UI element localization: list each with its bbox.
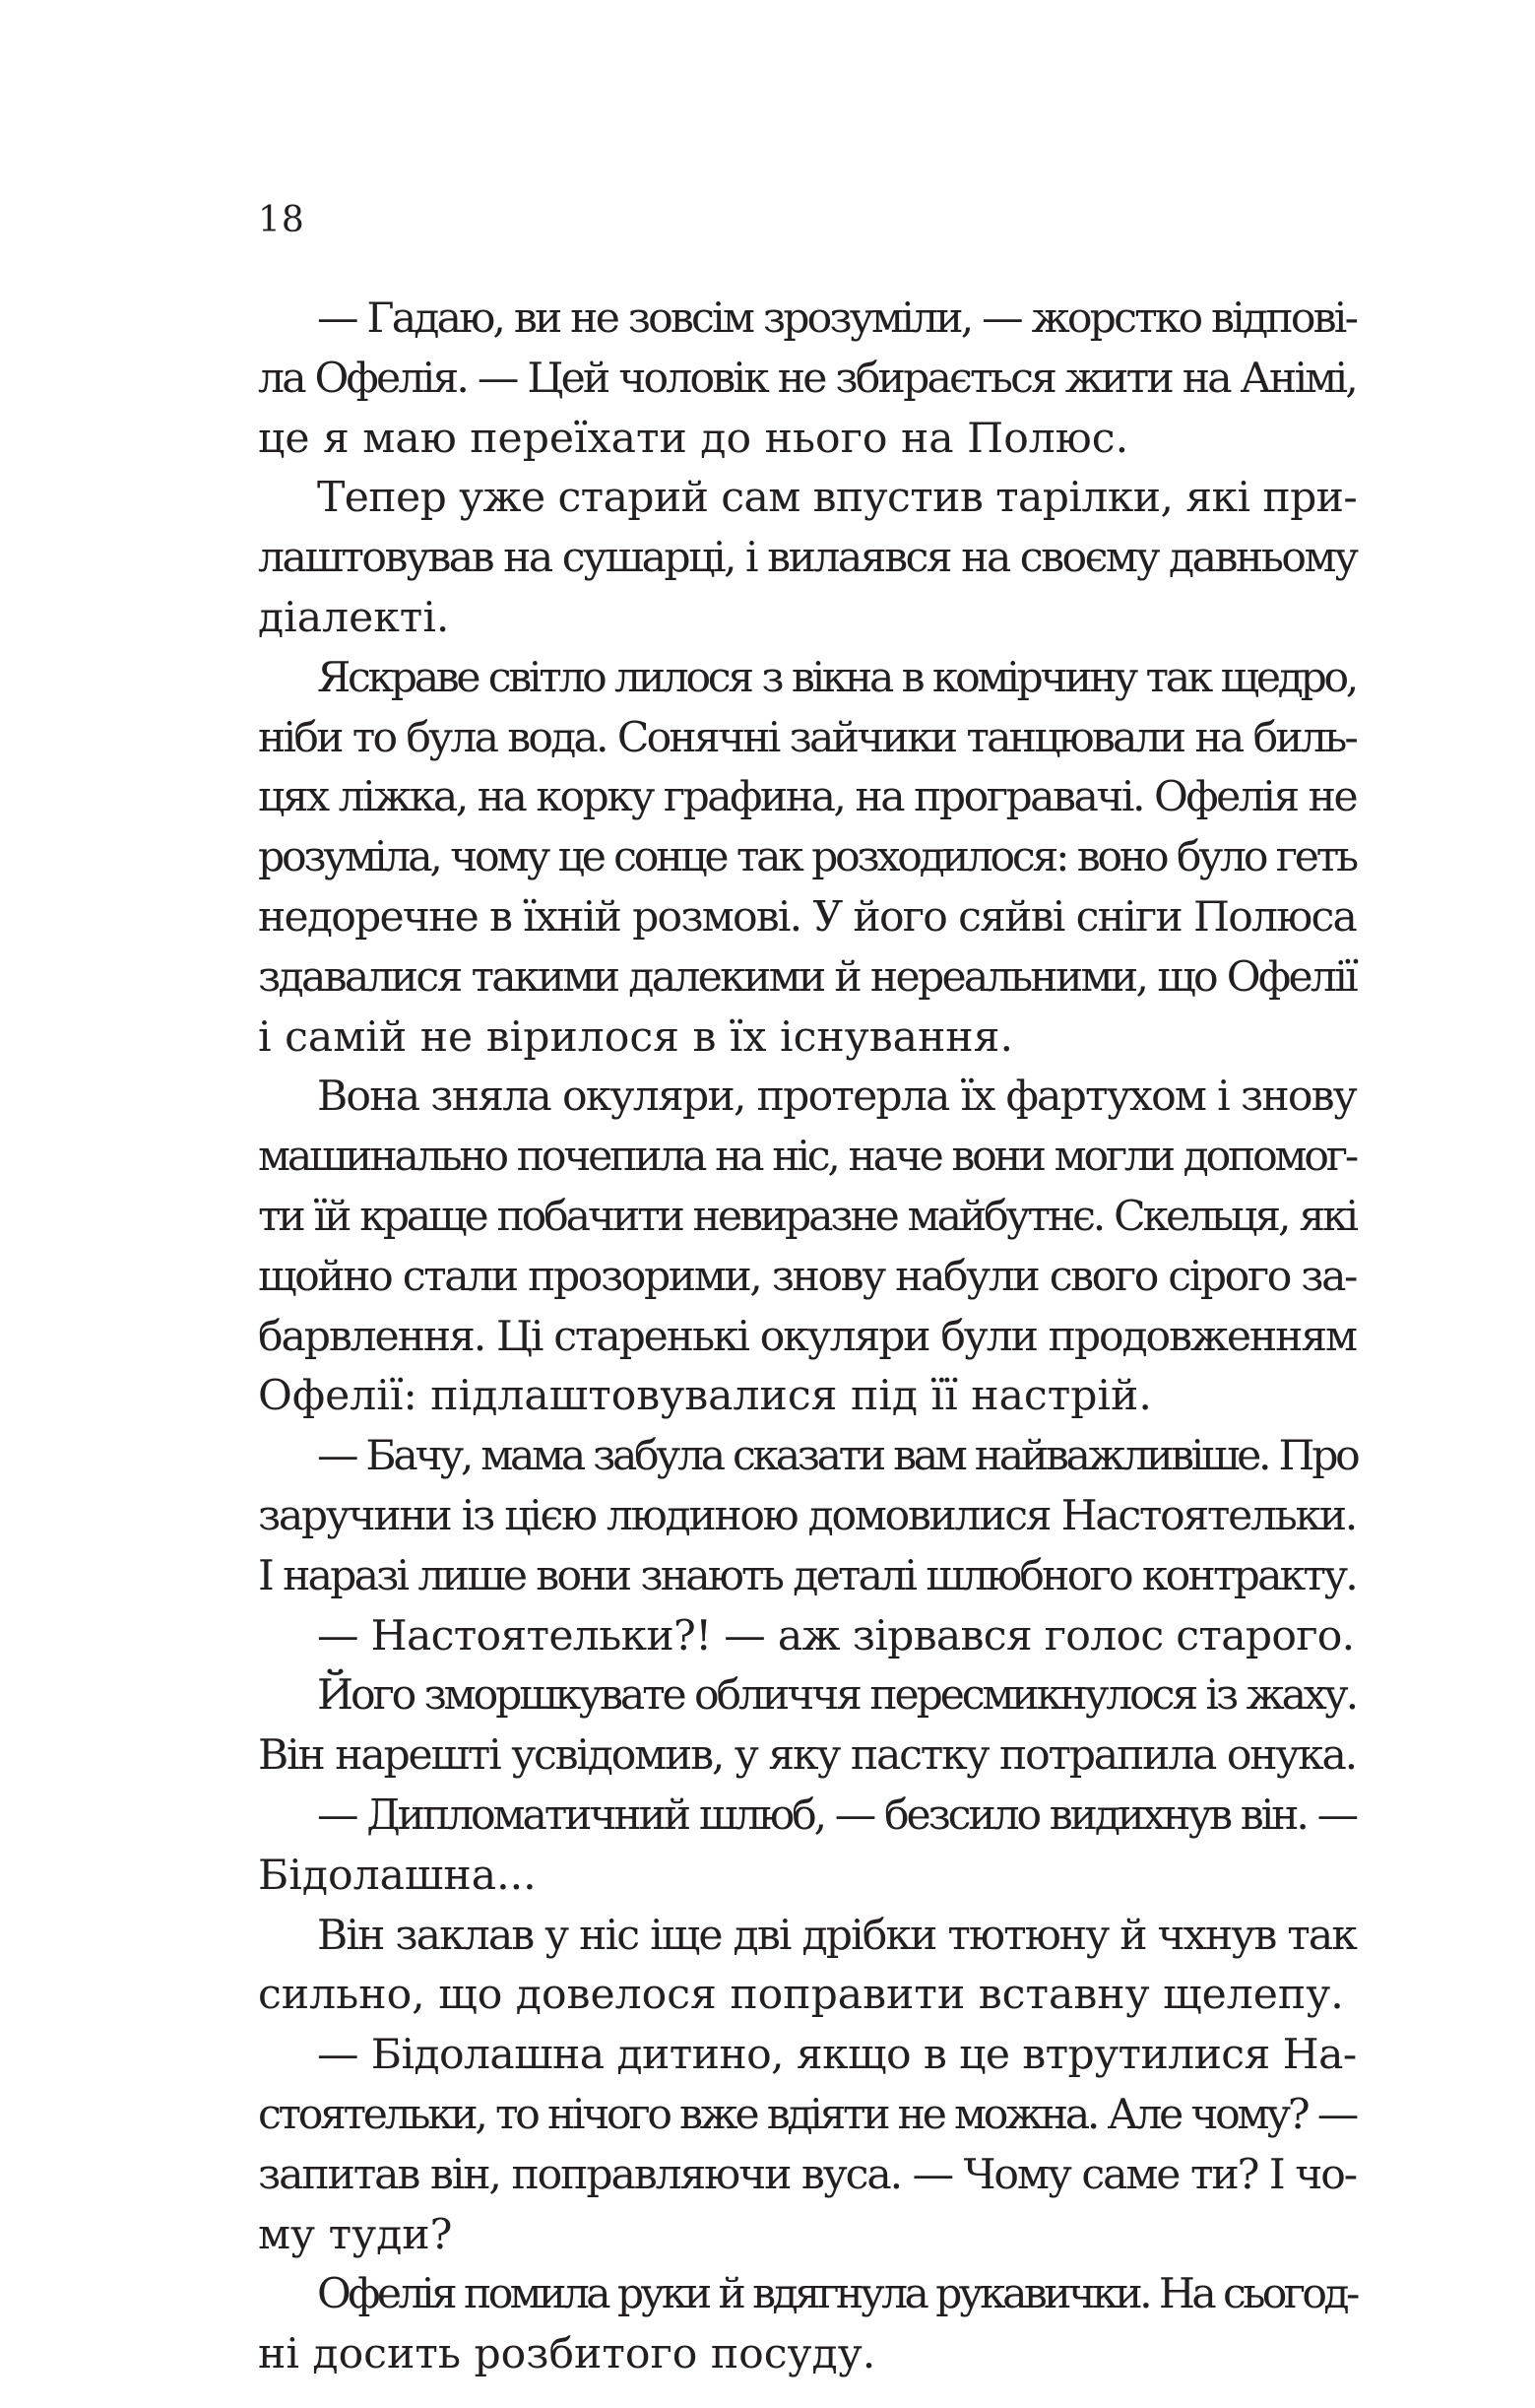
text-line: — Дипломатичний шлюб, — безсило видихнув він. — [317, 1790, 1356, 1840]
text-line: Він нарешті усвідомив, у яку пастку потрапила онука. [258, 1731, 1356, 1781]
page-number: 18 [258, 200, 305, 240]
text-line: лаштовував на сушарці, і вилаявся на своєму давньому [258, 534, 1357, 583]
text-line: Вона зняла окуляри, протерла їх фартухом і знову [317, 1073, 1356, 1122]
text-line: Його зморшкувате обличчя пересмикнулося із жаху. [317, 1671, 1356, 1721]
text-line: щойно стали прозорими, знову набули свого сірого за- [258, 1252, 1356, 1301]
text-line: розуміла, чому це сонце так розходилося: воно було геть [258, 833, 1356, 882]
text-line: — Настоятельки?! — аж зірвався голос старого. [317, 1611, 1355, 1660]
text-line: Офелії: підлаштовувалися під її настрій. [258, 1372, 1152, 1421]
text-line: заручини із цією людиною домовилися Настоятельки. [258, 1491, 1356, 1540]
book-text [258, 290, 1356, 2385]
text-line: му туди? [258, 2210, 453, 2259]
text-line: Він заклав у ніс іще дві дрібки тютюну й чхнув так [317, 1911, 1356, 1960]
text-line: здавалися такими далекими й нереальними, що Офелії [258, 952, 1356, 1002]
text-line: стоятельки, то нічого вже вдіяти не можна. Але чому? — [258, 2090, 1356, 2139]
text-line: барвлення. Ці старенькі окуляри були продовженням [258, 1312, 1356, 1361]
text-line: Офелія помила руки й вдягнула рукавички. На сьогод- [317, 2270, 1357, 2319]
text-line: ніби то була вода. Сонячні зайчики танцювали на биль- [258, 713, 1356, 762]
text-line: недоречне в їхній розмові. У його сяйві сніги Полюса [258, 892, 1356, 942]
text-line: це я маю переїхати до нього на Полюс. [258, 414, 1129, 463]
text-line: ні досить розбитого посуду. [258, 2330, 876, 2379]
text-line: ти їй краще побачити невиразне майбутнє. Скельця, які [258, 1192, 1356, 1241]
text-line: сильно, що довелося поправити вставну щелепу. [258, 1971, 1344, 2020]
text-line: машинально почепила на ніс, наче вони могли допомог- [258, 1133, 1356, 1182]
text-line: і самій не вірилося в їх існування. [258, 1012, 1013, 1062]
text-line: — Бідолашна дитино, якщо в це втрутилися На- [317, 2031, 1357, 2080]
text-line: ла Офелія. — Цей чоловік не збирається жити на Анімі, [258, 354, 1356, 403]
text-line: запитав він, поправляючи вуса. — Чому саме ти? І чо- [258, 2150, 1356, 2199]
text-line: Яскраве світло лилося з вікна в комірчину так щедро, [317, 653, 1356, 702]
text-line: І наразі лише вони знають деталі шлюбного контракту. [258, 1551, 1356, 1600]
text-line: — Бачу, мама забула сказати вам найважливіше. Про [317, 1432, 1358, 1481]
text-line: діалекті. [258, 593, 450, 642]
text-line: — Гадаю, ви не зовсім зрозуміли, — жорстко відпові- [317, 294, 1357, 343]
text-line: цях ліжка, на корку графина, на програвачі. Офелія не [258, 773, 1357, 822]
text-line: Тепер уже старий сам впустив тарілки, які при- [317, 474, 1358, 523]
text-line: Бідолашна... [258, 1851, 537, 1900]
